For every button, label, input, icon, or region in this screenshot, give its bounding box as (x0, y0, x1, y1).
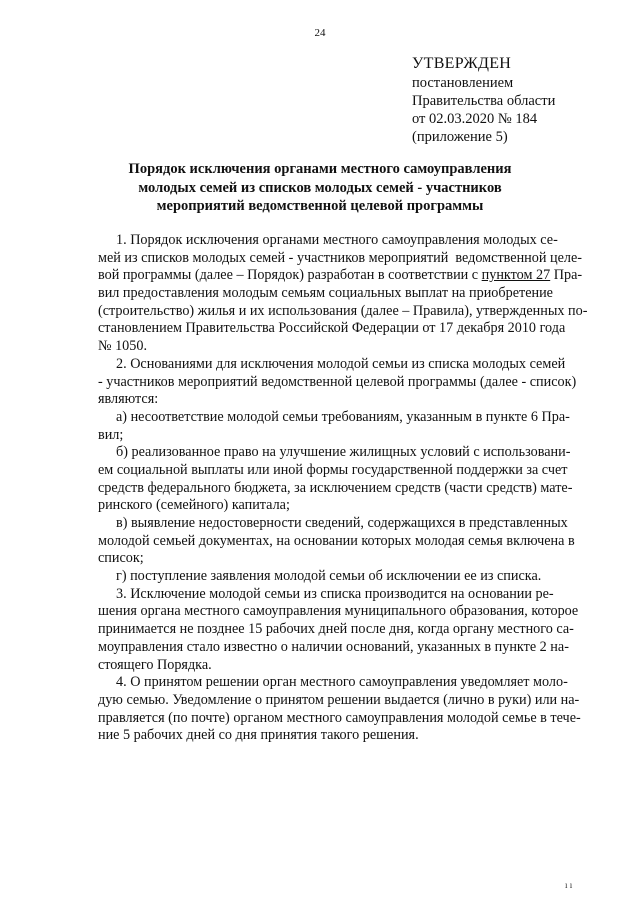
text-line: 2. Основаниями для исключения молодой семьи из списка молодых семей (116, 355, 566, 372)
scan-mark: ı ı (565, 880, 573, 890)
text-line: б) реализованное право на улучшение жилищных условий с использовани- (116, 444, 571, 461)
text-line: список; (98, 550, 144, 567)
text-fragment: Пра- (550, 267, 583, 284)
text-line: г) поступление заявления молодой семьи об исключении ее из списка. (116, 568, 542, 585)
text-line: шения органа местного самоуправления муниципального образования, которое (98, 603, 579, 620)
page-number: 24 (314, 27, 326, 39)
text-line: (строительство) жилья и их использования (далее – Правила), утвержденных по- (98, 302, 588, 319)
paragraph-3 (98, 585, 579, 674)
text-line: правляется (по почте) органом местного самоуправления молодой семье в тече- (98, 709, 581, 726)
paragraph-1 (98, 232, 588, 356)
text-line: молодой семьей документах, на основании которых молодая семья включена в (98, 532, 575, 549)
text-line: вил; (98, 426, 124, 443)
text-line: 3. Исключение молодой семьи из списка производится на основании ре- (116, 585, 554, 602)
list-item-d (98, 568, 572, 586)
text-line: № 1050. (98, 338, 148, 355)
text-line: - участников мероприятий ведомственной целевой программы (далее - список) (98, 373, 577, 390)
clause-link[interactable]: пунктом 27 (481, 267, 551, 284)
text-line: средств федерального бюджета, за исключением средств (части средств) мате- (98, 479, 573, 496)
text-line: стоящего Порядка. (98, 656, 212, 673)
text-line: моуправления стало известно о наличии оснований, указанных в пункте 2 на- (98, 638, 569, 655)
list-item-c (98, 515, 575, 568)
text-line: ем социальной выплаты или иной формы государственной поддержки за счет (98, 461, 568, 478)
title-line: молодых семей из списков молодых семей - участников (138, 179, 502, 196)
text-line: а) несоответствие молодой семьи требованиям, указанным в пункте 6 Пра- (116, 408, 570, 425)
document-body (98, 232, 588, 745)
paragraph-4 (98, 674, 581, 745)
approval-line: постановлением (412, 75, 514, 91)
title-line: Порядок исключения органами местного самоуправления (128, 161, 512, 177)
approval-line: от 02.03.2020 № 184 (412, 111, 538, 127)
approval-stamp (412, 54, 555, 146)
text-line: являются: (98, 391, 159, 408)
approval-line: Правительства области (412, 93, 556, 109)
document-title (110, 160, 530, 216)
text-fragment: вой программы (далее – Порядок) разработан в соответствии с (98, 267, 482, 284)
text-line: ние 5 рабочих дней со дня принятия такого решения. (98, 727, 419, 744)
text-line: принимается не позднее 15 рабочих дней после дня, когда органу местного са- (98, 621, 574, 638)
text-line: становлением Правительства Российской Федерации от 17 декабря 2010 года (98, 320, 566, 337)
text-line: мей из списков молодых семей - участников мероприятий ведомственной целе- (98, 249, 582, 266)
text-line: 1. Порядок исключения органами местного самоуправления молодых се- (116, 232, 558, 248)
text-line: 4. О принятом решении орган местного самоуправления уведомляет моло- (116, 674, 568, 691)
text-line: вил предоставления молодым семьям социальных выплат на приобретение (98, 285, 553, 302)
approval-line: (приложение 5) (412, 129, 508, 145)
list-item-b (98, 444, 572, 515)
text-line: в) выявление недостоверности сведений, содержащихся в представленных (116, 515, 568, 531)
text-line: дую семью. Уведомление о принятом решении выдается (лично в руки) или на- (98, 691, 580, 708)
text-line: ринского (семейного) капитала; (98, 497, 290, 514)
approval-heading: УТВЕРЖДЕН (412, 55, 512, 72)
title-line: мероприятий ведомственной целевой программы (156, 198, 484, 214)
list-item-a (98, 409, 572, 444)
text-line (98, 267, 583, 285)
paragraph-2 (98, 355, 577, 409)
